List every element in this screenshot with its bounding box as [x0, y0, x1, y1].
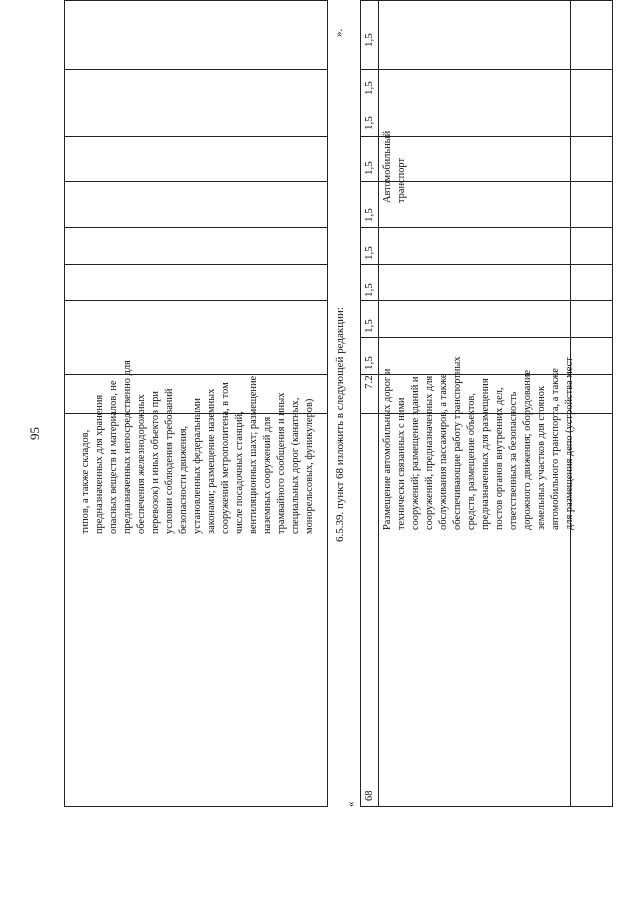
row-68-line: средств, размещение объектов,	[466, 393, 477, 530]
row-68-line: технически связанных с ними	[396, 397, 407, 530]
open-quote: «	[345, 801, 357, 807]
value-cell: 1,5	[363, 283, 375, 297]
value-cell: 1,5	[363, 208, 375, 222]
value-cell: 1,5	[363, 116, 375, 130]
value-cell: 1,5	[363, 246, 375, 260]
prev-row-line: предназначенных для хранения	[94, 394, 105, 534]
prev-row-line: трамвайного сообщения и иных	[276, 392, 287, 534]
row-68-line: сооружений, предназначенных для	[424, 375, 435, 530]
row-68-line: постов органов внутренних дел,	[494, 387, 505, 530]
prev-row-line: установленных федеральными	[192, 398, 203, 534]
row-68-line: ответственных за безопасность	[508, 391, 519, 530]
row-number: 68	[364, 790, 375, 801]
prev-row-line: обеспечения железнодорожных	[136, 394, 147, 534]
row-68-line: обслуживания пассажиров, а также	[438, 373, 449, 530]
row-68-line: сооружений; размещение зданий и	[410, 376, 421, 530]
value-cell: 1,5	[363, 356, 375, 370]
prev-row-line: наземных сооружений для	[262, 416, 273, 534]
prev-row-line: законами; размещение наземных	[206, 388, 217, 534]
prev-row-line: типов, а также складов,	[80, 429, 91, 534]
row-name-2: транспорт	[396, 157, 407, 203]
prev-row-line: условии соблюдения требований	[164, 388, 175, 534]
prev-row-line: опасных веществ и материалов, не	[108, 380, 119, 534]
value-cell: 1,5	[363, 81, 375, 95]
value-cell: 1,5	[363, 33, 375, 47]
prev-row-line: специальных дорог (канатных,	[290, 397, 301, 534]
row-name: Автомобильный	[382, 130, 393, 203]
close-quote: ».	[333, 28, 345, 37]
prev-row-line: вентиляционных шахт; размещение	[248, 375, 259, 534]
row-68-line: обеспечивающие работу транспортных	[452, 356, 463, 530]
page-number: 95	[27, 427, 42, 440]
row-68-line: предназначенных для размещения	[480, 378, 491, 530]
prev-row-line: сооружений метрополитена, в том	[220, 382, 231, 534]
row-68-line: дорожного движения; оборудование	[522, 369, 533, 530]
prev-row-line: предназначенных непосредственно для	[122, 360, 133, 534]
prev-row-line: монорельсовых, фуникулеров)	[304, 398, 315, 534]
row-68-line: для размещения депо (устройства мест	[564, 357, 575, 530]
prev-row-line: безопасности движения,	[178, 425, 189, 534]
value-cell: 1,5	[363, 319, 375, 333]
row-code: 7.2	[363, 375, 375, 389]
row-68-line: Размещение автомобильных дорог и	[382, 368, 393, 530]
row-68-line: автомобильного транспорта, а также	[550, 368, 561, 530]
instruction-text: 6.5.39. пункт 68 изложить в следующей редакции:	[334, 307, 346, 542]
prev-row-line: числе посадочных станций,	[234, 411, 245, 534]
value-cell: 1,5	[363, 161, 375, 175]
prev-row-line: перевозок) и иных объектов при	[150, 391, 161, 534]
row-68-line: земельных участков для стоянок	[536, 385, 547, 530]
